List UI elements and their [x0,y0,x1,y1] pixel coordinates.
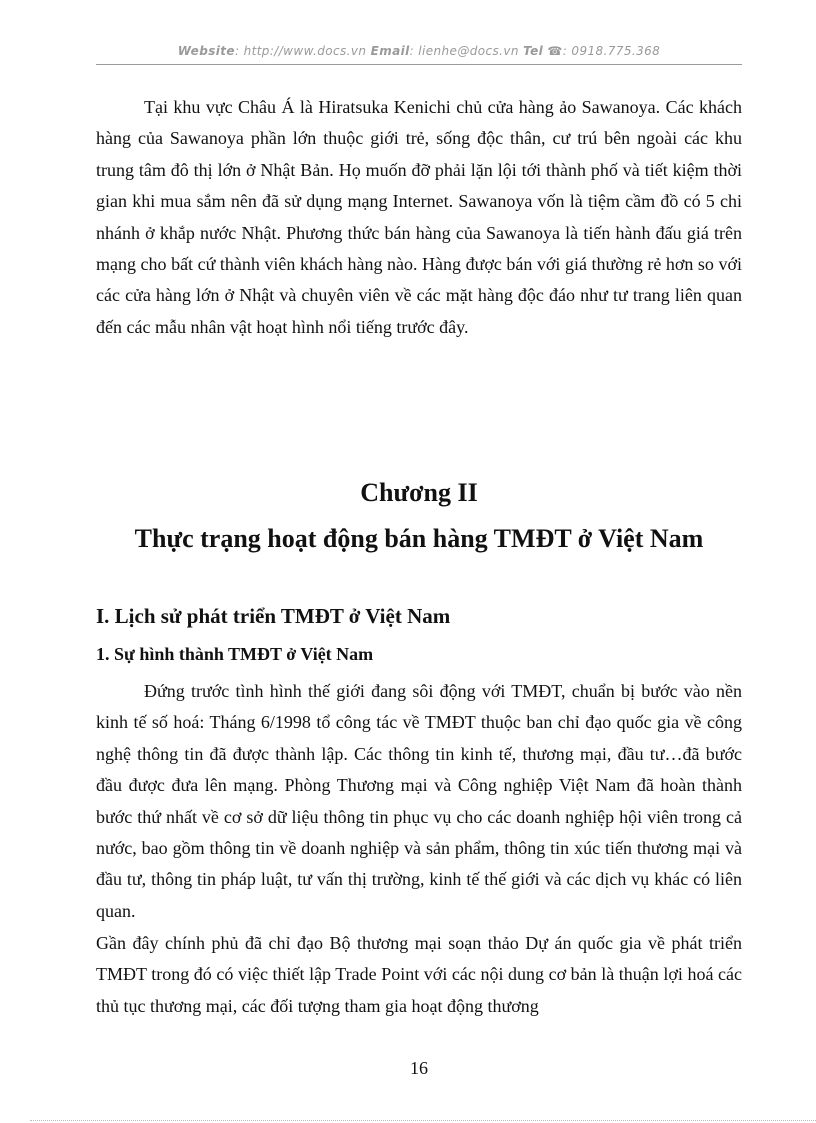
paragraph-trade-point: Gần đây chính phủ đã chỉ đạo Bộ thương mại soạn thảo Dự án quốc gia về phát triển TMĐT trong đó có việc thiết lập Trade Point với các nội dung cơ bản là thuận lợi hoá các thủ tục thương mại, các đối tượng tham gia hoạt động thương [96,933,742,1016]
chapter-title: Thực trạng hoạt động bán hàng TMĐT ở Việt Nam [134,524,704,553]
paragraph-formation: Đứng trước tình hình thế giới đang sôi động với TMĐT, chuẩn bị bước vào nền kinh tế số hoá: Tháng 6/1998 tổ công tác về TMĐT thuộc ban chỉ đạo quốc gia về công nghệ thông tin đã được thành lập. Các thông tin kinh tế, thương mại, đầu tư…đã bước đầu được đưa lên mạng. Phòng Thương mại và Công nghiệp Việt Nam đã hoàn thành bước thứ nhất về cơ sở dữ liệu thông tin phục vụ cho các doanh nghiệp hội viên trong cả nước, bao gồm thông tin về doanh nghiệp và sản phẩm, thông tin xúc tiến thương mại và đầu tư, thông tin pháp luật, tư vấn thị trường, kinh tế thế giới và các dịch vụ khác có liên quan. [96,681,742,921]
subsection-heading: 1. Sự hình thành TMĐT ở Việt Nam [96,644,374,664]
page-header [96,44,742,58]
email-label: Email [370,44,410,58]
email-value: : lienhe@docs.vn [409,44,519,58]
section-heading: I. Lịch sử phát triển TMĐT ở Việt Nam [96,604,451,628]
website-label: Website [177,44,235,58]
website-value: : http://www.docs.vn [234,44,367,58]
footer-divider [30,1120,816,1121]
header-divider [96,64,742,65]
tel-value: ☎: 0918.775.368 [547,44,661,58]
tel-label: Tel [523,44,544,58]
chapter-number: Chương II [360,478,478,507]
paragraph-sawanoya: Tại khu vực Châu Á là Hiratsuka Kenichi chủ cửa hàng ảo Sawanoya. Các khách hàng của Sawanoya phần lớn thuộc giới trẻ, sống độc thân, cư trú bên ngoài các khu trung tâm đô thị lớn ở Nhật Bản. Họ muốn đỡ phải lặn lội tới thành phố và tiết kiệm thời gian khi mua sắm nên đã sử dụng mạng Internet. Sawanoya vốn là tiệm cầm đồ có 5 chi nhánh ở khắp nước Nhật. Phương thức bán hàng của Sawanoya là tiến hành đấu giá trên mạng cho bất cứ thành viên khách hàng nào. Hàng được bán với giá thường rẻ hơn so với các cửa hàng lớn ở Nhật và chuyên viên về các mặt hàng độc đáo như tư trang liên quan đến các mẫu nhân vật hoạt hình nổi tiếng trước đây. [96,97,742,337]
page-number: 16 [410,1058,428,1078]
